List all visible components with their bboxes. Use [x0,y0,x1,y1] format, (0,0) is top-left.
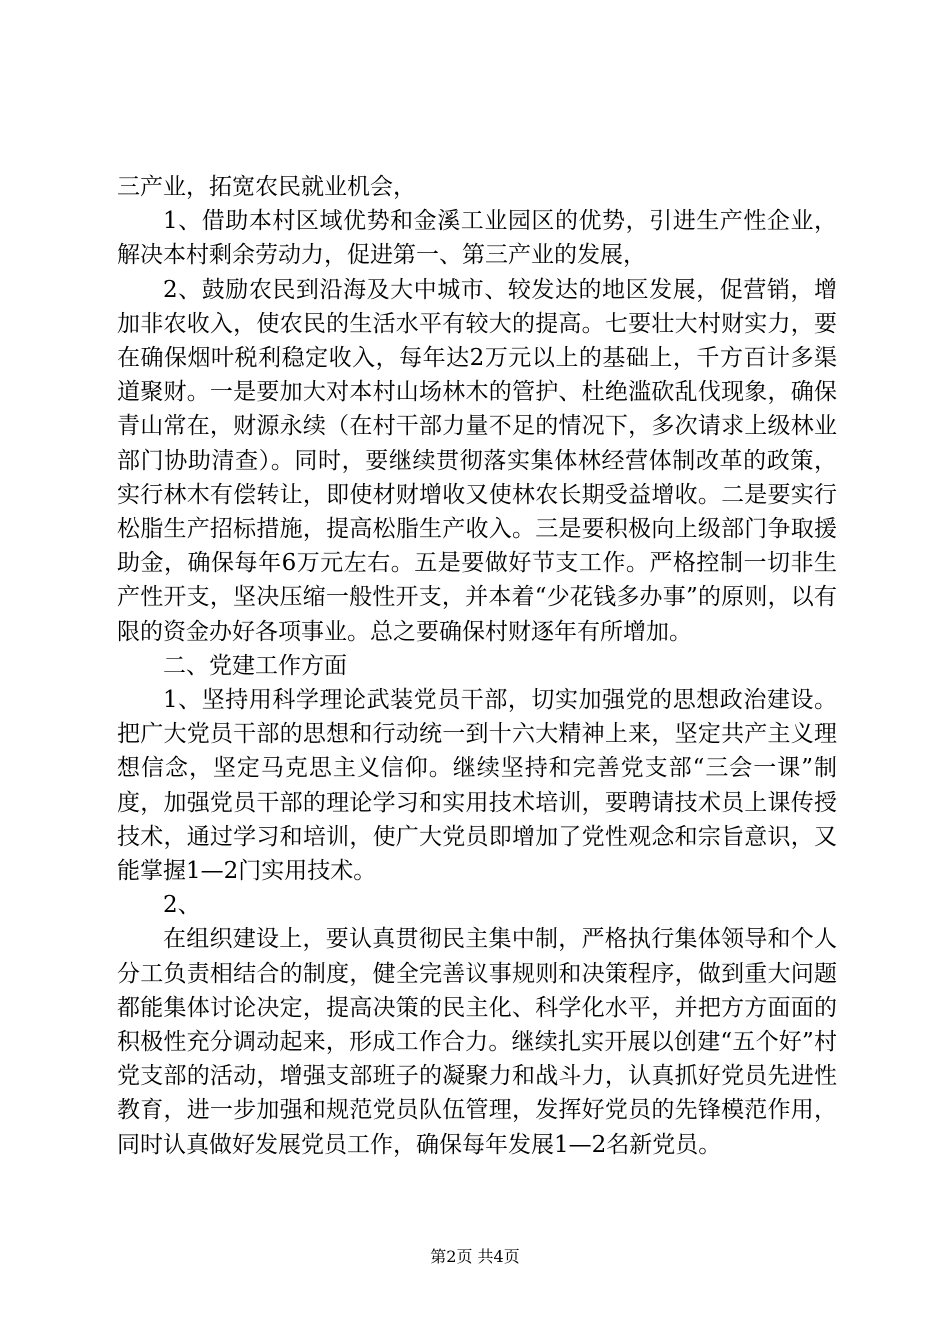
paragraph-item-2: 2、鼓励农民到沿海及大中城市、较发达的地区发展，促营销，增加非农收入，使农民的生活水平有较大的提高。七要壮大村财实力，要在确保烟叶税利稳定收入，每年达2万元以上的基础上，千方百计多渠道聚财。一是要加大对本村山场林木的管护、杜绝滥砍乱伐现象，确保青山常在，财源永续（在村干部力量不足的情况下，多次请求上级林业部门协助清查）。同时，要继续贯彻落实集体林经营体制改革的政策，实行林木有偿转让，即使材财增收又使林农长期受益增收。二是要实行松脂生产招标措施，提高松脂生产收入。三是要积极向上级部门争取援助金，确保每年6万元左右。五是要做好节支工作。严格控制一切非生产性开支，坚决压缩一般性开支，并本着“少花钱多办事”的原则，以有限的资金办好各项事业。总之要确保村财逐年有所增加。 [117,276,837,645]
paragraph-organization-building: 在组织建设上，要认真贯彻民主集中制，严格执行集体领导和个人分工负责相结合的制度，健全完善议事规则和决策程序，做到重大问题都能集体讨论决定，提高决策的民主化、科学化水平，并把方方面面的积极性充分调动起来，形成工作合力。继续扎实开展以创建“五个好”村党支部的活动，增强支部班子的凝聚力和战斗力，认真抓好党员先进性教育，进一步加强和规范党员队伍管理，发挥好党员的先锋模范作用，同时认真做好发展党员工作，确保每年发展1—2名新党员。 [117,926,837,1158]
paragraph-party-item-2-number: 2、 [163,892,201,919]
paragraph-continuation: 三产业，拓宽农民就业机会， [117,174,416,200]
paragraph-party-item-1: 1、坚持用科学理论武装党员干部，切实加强党的思想政治建设。把广大党员干部的思想和行动统一到十六大精神上来，坚定共产主义理想信念，坚定马克思主义信仰。继续坚持和完善党支部“三会一课”制度，加强党员干部的理论学习和实用技术培训，要聘请技术员上课传授技术，通过学习和培训，使广大党员即增加了党性观念和宗旨意识，又能掌握1—2门实用技术。 [117,687,837,885]
paragraph-item-1: 1、借助本村区域优势和金溪工业园区的优势，引进生产性企业，解决本村剩余劳动力，促进第一、第三产业的发展， [117,208,837,269]
document-body [117,170,837,1162]
section-heading-party-building: 二、党建工作方面 [163,652,347,679]
page-number-footer: 第2页 共4页 [430,1247,520,1266]
